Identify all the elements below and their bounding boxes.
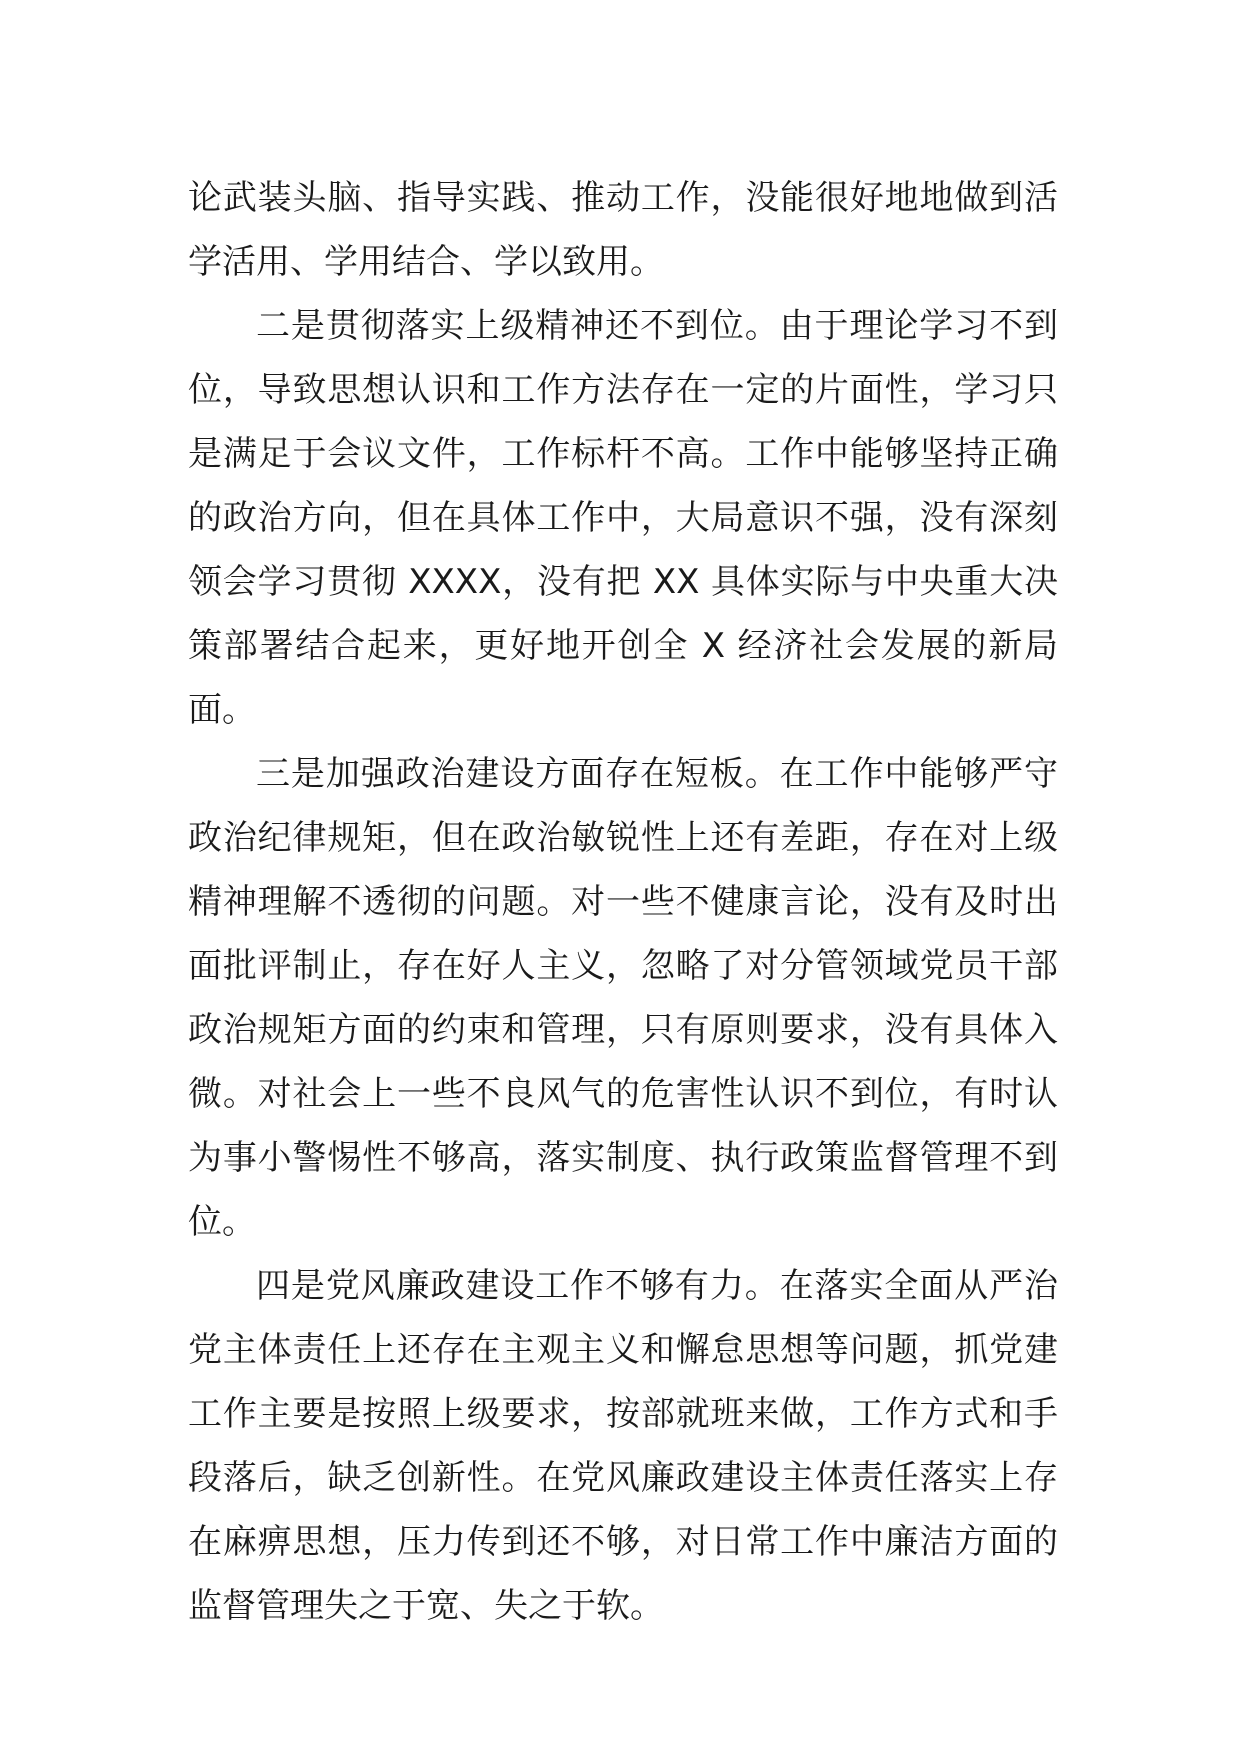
paragraph-point-four: 四是党风廉政建设工作不够有力。在落实全面从严治党主体责任上还存在主观主义和懈怠思想等问题，抓党建工作主要是按照上级要求，按部就班来做，工作方式和手段落后，缺乏创新性。在党风廉政建设主体责任落实上存在麻痹思想，压力传到还不够，对日常工作中廉洁方面的监督管理失之于宽、失之于软。 [188, 1266, 1058, 1626]
document-body [188, 166, 1058, 1638]
paragraph-point-three: 三是加强政治建设方面存在短板。在工作中能够严守政治纪律规矩，但在政治敏锐性上还有差距，存在对上级精神理解不透彻的问题。对一些不健康言论，没有及时出面批评制止，存在好人主义，忽略了对分管领域党员干部政治规矩方面的约束和管理，只有原则要求，没有具体入微。对社会上一些不良风气的危害性认识不到位，有时认为事小警惕性不够高，落实制度、执行政策监督管理不到位。 [188, 754, 1058, 1242]
paragraph-point-two: 二是贯彻落实上级精神还不到位。由于理论学习不到位，导致思想认识和工作方法存在一定的片面性，学习只是满足于会议文件，工作标杆不高。工作中能够坚持正确的政治方向，但在具体工作中，大局意识不强，没有深刻领会学习贯彻 XXXX，没有把 XX 具体实际与中央重大决策部署结合起来，更好地开创全 X 经济社会发展的新局面。 [188, 306, 1058, 730]
paragraph-continuation: 论武装头脑、指导实践、推动工作，没能很好地地做到活学活用、学用结合、学以致用。 [188, 178, 1058, 282]
